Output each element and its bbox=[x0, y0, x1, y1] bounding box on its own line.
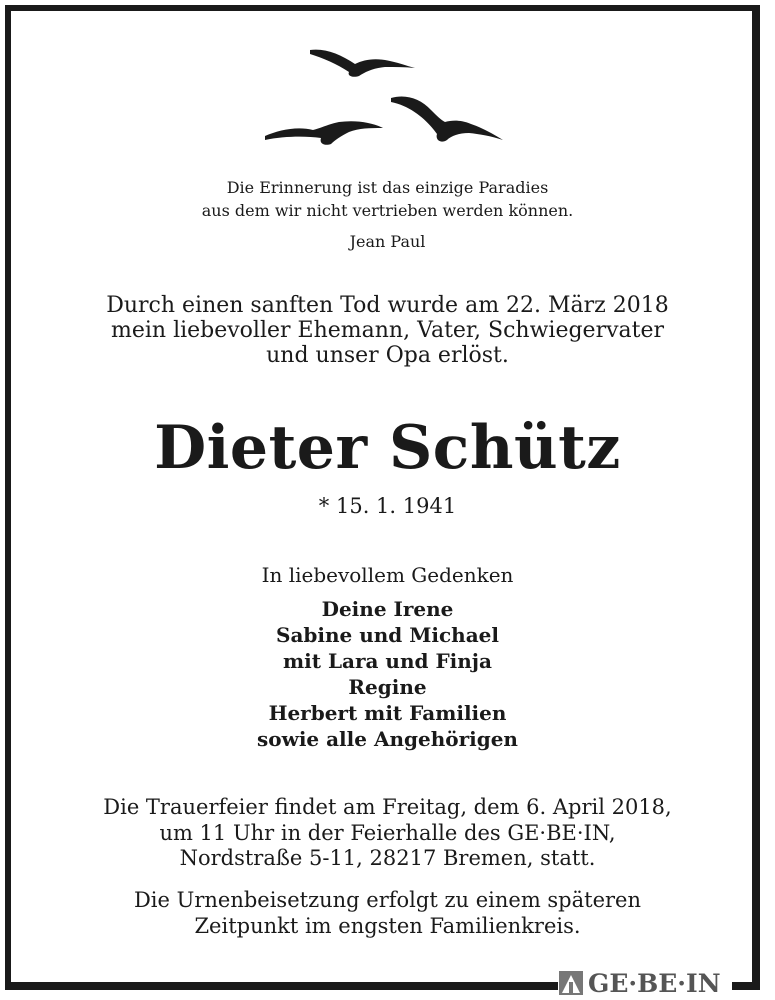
mourner-name: Deine Irene bbox=[321, 597, 454, 621]
mourners-list bbox=[0, 596, 775, 752]
urn-line: Zeitpunkt im engsten Familienkreis. bbox=[194, 913, 581, 938]
funeral-line: Die Trauerfeier findet am Freitag, dem 6. April 2018, bbox=[103, 795, 672, 819]
urn-burial-details bbox=[0, 888, 775, 939]
logo-text: GE·BE·IN bbox=[588, 968, 721, 998]
mourner-name: sowie alle Angehörigen bbox=[257, 727, 518, 751]
mourner-name: Herbert mit Familien bbox=[268, 701, 507, 725]
announcement-line: mein liebevoller Ehemann, Vater, Schwiegervater bbox=[110, 318, 665, 343]
gebein-logo-icon bbox=[558, 969, 584, 997]
mourner-name: mit Lara und Finja bbox=[282, 649, 492, 673]
announcement-line: und unser Opa erlöst. bbox=[266, 343, 509, 368]
mourning-intro: In liebevollem Gedenken bbox=[261, 563, 514, 587]
death-announcement bbox=[0, 293, 775, 368]
urn-line: Die Urnenbeisetzung erfolgt zu einem späteren bbox=[133, 888, 642, 912]
funeral-line: Nordstraße 5-11, 28217 Bremen, statt. bbox=[179, 846, 596, 870]
quote-line: Die Erinnerung ist das einzige Paradies bbox=[226, 178, 549, 197]
deceased-name: Dieter Schütz bbox=[154, 413, 621, 483]
gebein-logo bbox=[558, 967, 732, 999]
quote bbox=[0, 176, 775, 222]
mourner-name: Regine bbox=[348, 675, 427, 699]
funeral-details bbox=[0, 795, 775, 872]
quote-author: Jean Paul bbox=[349, 232, 426, 251]
birds-icon bbox=[255, 40, 515, 150]
announcement-line: Durch einen sanften Tod wurde am 22. März 2018 bbox=[106, 293, 669, 318]
birth-date: * 15. 1. 1941 bbox=[318, 494, 457, 518]
mourner-name: Sabine und Michael bbox=[276, 623, 499, 647]
funeral-line: um 11 Uhr in der Feierhalle des GE·BE·IN, bbox=[159, 820, 616, 845]
quote-line: aus dem wir nicht vertrieben werden können. bbox=[201, 201, 574, 220]
